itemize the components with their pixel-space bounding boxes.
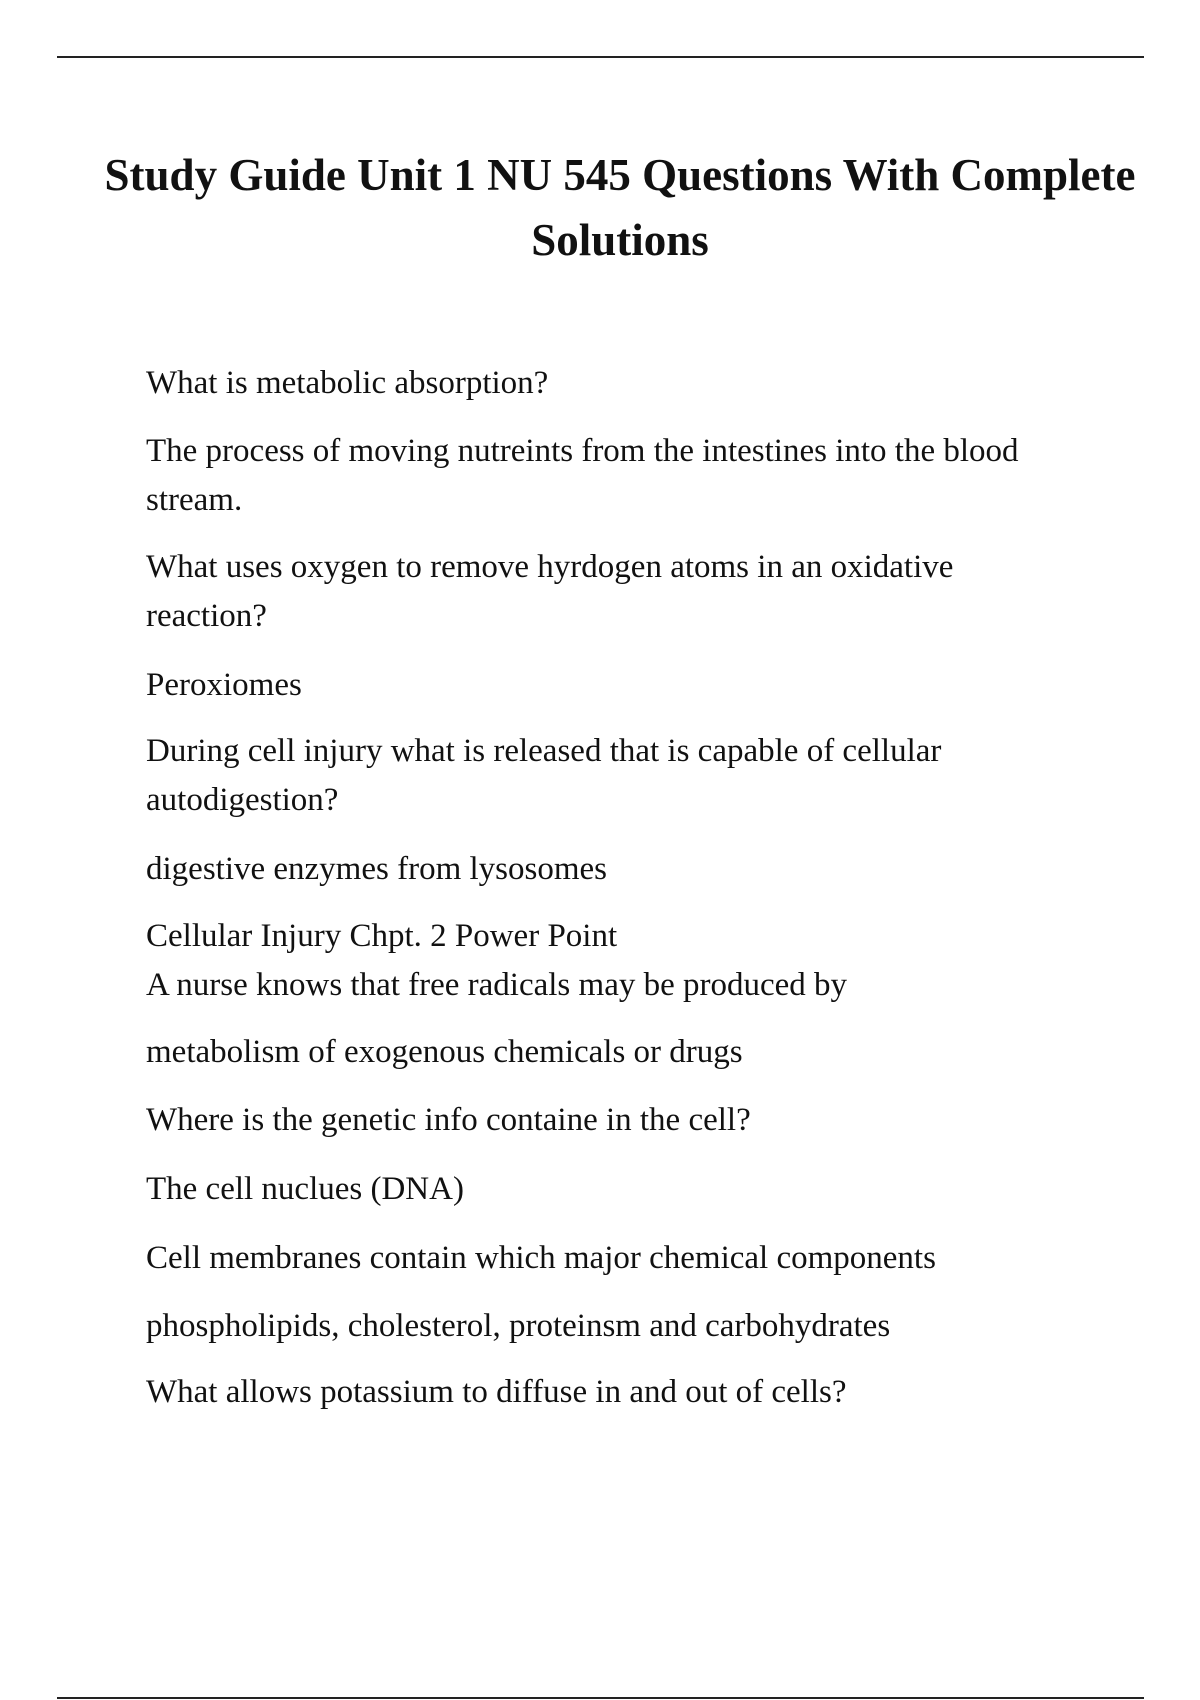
question-7: What allows potassium to diffuse in and out of cells? bbox=[146, 1374, 847, 1410]
answer-5: The cell nuclues (DNA) bbox=[146, 1171, 464, 1207]
answer-6: phospholipids, cholesterol, proteinsm and carbohydrates bbox=[146, 1308, 891, 1344]
question-2: What uses oxygen to remove hyrdogen atoms in an oxidative reaction? bbox=[146, 549, 954, 634]
answer-4: metabolism of exogenous chemicals or drugs bbox=[146, 1034, 743, 1070]
section-note: Cellular Injury Chpt. 2 Power Point bbox=[146, 918, 618, 954]
answer-2: Peroxiomes bbox=[146, 667, 302, 703]
answer-3: digestive enzymes from lysosomes bbox=[146, 851, 608, 887]
document-title: Study Guide Unit 1 NU 545 Questions With Complete Solutions bbox=[104, 150, 1136, 265]
question-4: A nurse knows that free radicals may be produced by bbox=[146, 967, 848, 1003]
answer-1: The process of moving nutreints from the intestines into the blood stream. bbox=[146, 433, 1019, 518]
question-3: During cell injury what is released that is capable of cellular autodigestion? bbox=[146, 733, 942, 818]
bottom-rule bbox=[57, 1697, 1144, 1699]
question-6: Cell membranes contain which major chemical components bbox=[146, 1240, 936, 1276]
question-5: Where is the genetic info containe in the cell? bbox=[146, 1102, 751, 1138]
question-1: What is metabolic absorption? bbox=[146, 365, 549, 401]
